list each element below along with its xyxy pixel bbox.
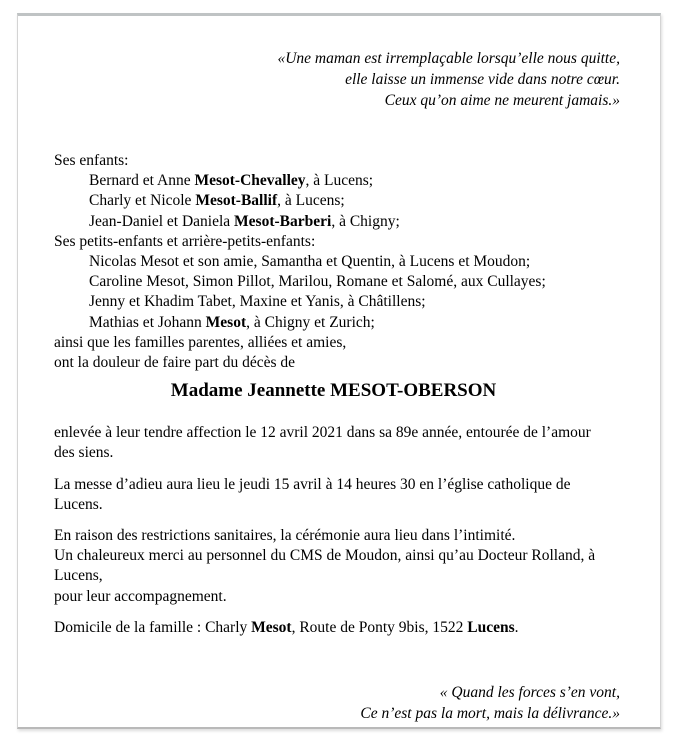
text: , à Lucens; xyxy=(305,172,374,190)
text: Lucens, xyxy=(54,567,103,585)
text-line xyxy=(54,618,648,638)
text-line xyxy=(54,333,648,353)
text: pour leur accompagnement. xyxy=(54,587,227,605)
text: Domicile de la famille : Charly xyxy=(54,618,252,636)
text-line xyxy=(54,566,648,586)
quote-line: Ceux qu’on aime ne meurent jamais.» xyxy=(384,92,620,109)
bold-text: Lucens xyxy=(467,618,515,636)
text-line xyxy=(54,232,648,252)
text-line xyxy=(54,313,648,333)
body-paragraphs xyxy=(54,423,648,638)
quote-line: «Une maman est irremplaçable lorsqu’elle nous quitte, xyxy=(277,50,620,67)
bold-text: Mesot-Chevalley xyxy=(194,172,306,190)
text: Jean-Daniel et Daniela xyxy=(89,212,235,230)
announcement-frame xyxy=(17,13,661,729)
text: Bernard et Anne xyxy=(89,172,195,190)
text-line xyxy=(54,272,648,292)
opening-quote xyxy=(54,48,648,111)
quote-line: Ce n’est pas la mort, mais la délivrance.» xyxy=(360,705,620,723)
text: ainsi que les familles parentes, alliées et amies, xyxy=(54,333,347,351)
text-line xyxy=(54,171,648,191)
text: Nicolas Mesot et son amie, Samantha et Quentin, à Lucens et Moudon; xyxy=(89,253,531,271)
quote-line: « Quand les forces s’en vont, xyxy=(439,684,620,702)
text: . xyxy=(514,618,519,636)
text-line xyxy=(54,292,648,312)
text-line xyxy=(54,252,648,272)
bold-text: Mesot-Ballif xyxy=(195,192,278,210)
family-list xyxy=(54,151,648,373)
text: des siens. xyxy=(54,444,114,462)
text: Lucens. xyxy=(54,495,103,513)
text: ont la douleur de faire part du décès de xyxy=(54,354,296,372)
bold-text: Mesot xyxy=(251,618,292,636)
text-line xyxy=(54,546,648,566)
text-line xyxy=(54,191,648,211)
paragraph xyxy=(54,618,648,638)
text-line xyxy=(54,423,648,443)
text: , à Chigny; xyxy=(331,212,400,230)
text-line xyxy=(54,443,648,463)
text: Mathias et Johann xyxy=(89,313,206,331)
text: Ses petits-enfants et arrière-petits-enfants: xyxy=(54,232,316,250)
paragraph xyxy=(54,423,648,463)
text-line xyxy=(54,587,648,607)
text-line xyxy=(54,212,648,232)
text: , Route de Ponty 9bis, 1522 xyxy=(291,618,468,636)
text: En raison des restrictions sanitaires, la cérémonie aura lieu dans l’intimité. xyxy=(54,527,516,545)
text: Charly et Nicole xyxy=(89,192,196,210)
text: Un chaleureux merci au personnel du CMS de Moudon, ainsi qu’au Docteur Rolland, à xyxy=(54,547,596,565)
text-line xyxy=(54,475,648,495)
text: Jenny et Khadim Tabet, Maxine et Yanis, à Châtillens; xyxy=(89,293,426,311)
text-line xyxy=(54,353,648,373)
quote-line: elle laisse un immense vide dans notre cœur. xyxy=(345,71,620,88)
paragraph xyxy=(54,526,648,607)
bold-text: Mesot xyxy=(205,313,247,331)
text: Ses enfants: xyxy=(54,152,129,169)
paragraph xyxy=(54,475,648,515)
closing-quote xyxy=(54,682,648,724)
text-line xyxy=(54,151,648,171)
text-line xyxy=(54,526,648,546)
text: , à Chigny et Zurich; xyxy=(246,313,375,331)
text: La messe d’adieu aura lieu le jeudi 15 avril à 14 heures 30 en l’église catholique de xyxy=(54,475,571,493)
deceased-name: Madame Jeannette MESOT-OBERSON xyxy=(170,380,497,402)
text: , à Lucens; xyxy=(277,192,345,210)
text-line xyxy=(54,495,648,515)
text: Caroline Mesot, Simon Pillot, Marilou, Romane et Salomé, aux Cullayes; xyxy=(89,273,546,291)
text: enlevée à leur tendre affection le 12 avril 2021 dans sa 89e année, entourée de l’amour xyxy=(54,424,591,442)
bold-text: Mesot-Barberi xyxy=(234,212,332,230)
